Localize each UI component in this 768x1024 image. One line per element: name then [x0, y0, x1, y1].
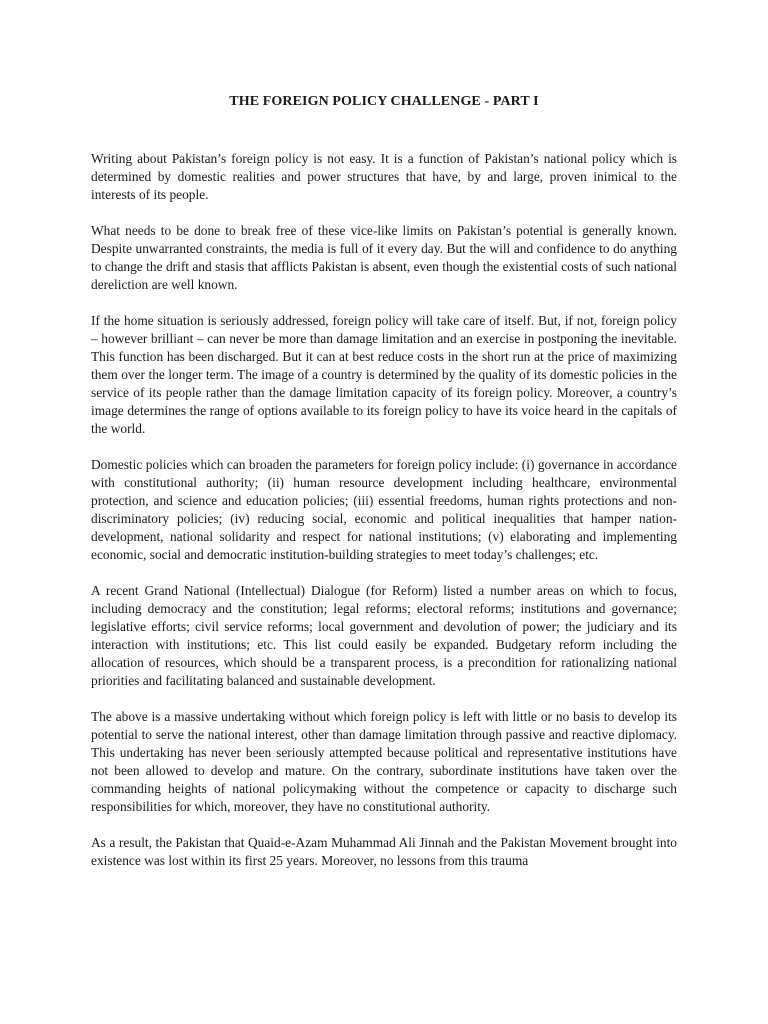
- paragraph-4: Domestic policies which can broaden the parameters for foreign policy include: (i) governance in accordance with constitutional authority; (ii) human resource development including healthcare, environmental protection, and science and education policies; (iii) essential freedoms, human rights protections and non-discriminatory policies; (iv) reducing social, economic and political inequalities that hamper nation-development, national solidarity and respect for national institutions; (v) elaborating and implementing economic, social and democratic institution-building strategies to meet today’s challenges; etc.: [91, 457, 677, 562]
- paragraph-2: What needs to be done to break free of these vice-like limits on Pakistan’s potential is generally known. Despite unwarranted constraints, the media is full of it every day. But the will and confidence to do anything to change the drift and stasis that afflicts Pakistan is absent, even though the existential costs of such national dereliction are well known.: [91, 223, 677, 292]
- document-title: THE FOREIGN POLICY CHALLENGE - PART I: [229, 94, 539, 109]
- paragraph-7: As a result, the Pakistan that Quaid-e-Azam Muhammad Ali Jinnah and the Pakistan Movement brought into existence was lost within its first 25 years. Moreover, no lessons from this trauma: [91, 835, 677, 868]
- paragraph-3: If the home situation is seriously addressed, foreign policy will take care of itself. But, if not, foreign policy – however brilliant – can never be more than damage limitation and an exercise in postponing the inevitable. This function has been discharged. But it can at best reduce costs in the short run at the price of maximizing them over the longer term. The image of a country is determined by the quality of its domestic policies in the service of its people rather than the damage limitation capacity of its foreign policy. Moreover, a country’s image determines the range of options available to its foreign policy to have its voice heard in the capitals of the world.: [91, 313, 677, 436]
- paragraph-6: The above is a massive undertaking without which foreign policy is left with little or no basis to develop its potential to serve the national interest, other than damage limitation through passive and reactive diplomacy. This undertaking has never been seriously attempted because political and representative institutions have not been allowed to develop and mature. On the contrary, subordinate institutions have taken over the commanding heights of national policymaking without the competence or capacity to discharge such responsibilities for which, moreover, they have no constitutional authority.: [91, 709, 677, 814]
- paragraph-1: Writing about Pakistan’s foreign policy is not easy. It is a function of Pakistan’s national policy which is determined by domestic realities and power structures that have, by and large, proven inimical to the interests of its people.: [91, 151, 677, 202]
- paragraph-5: A recent Grand National (Intellectual) Dialogue (for Reform) listed a number areas on which to focus, including democracy and the constitution; legal reforms; electoral reforms; institutions and governance; legislative efforts; civil service reforms; local government and devolution of power; the judiciary and its interaction with institutions; etc. This list could easily be expanded. Budgetary reform including the allocation of resources, which should be a transparent process, is a precondition for rationalizing national priorities and facilitating balanced and sustainable development.: [91, 583, 677, 688]
